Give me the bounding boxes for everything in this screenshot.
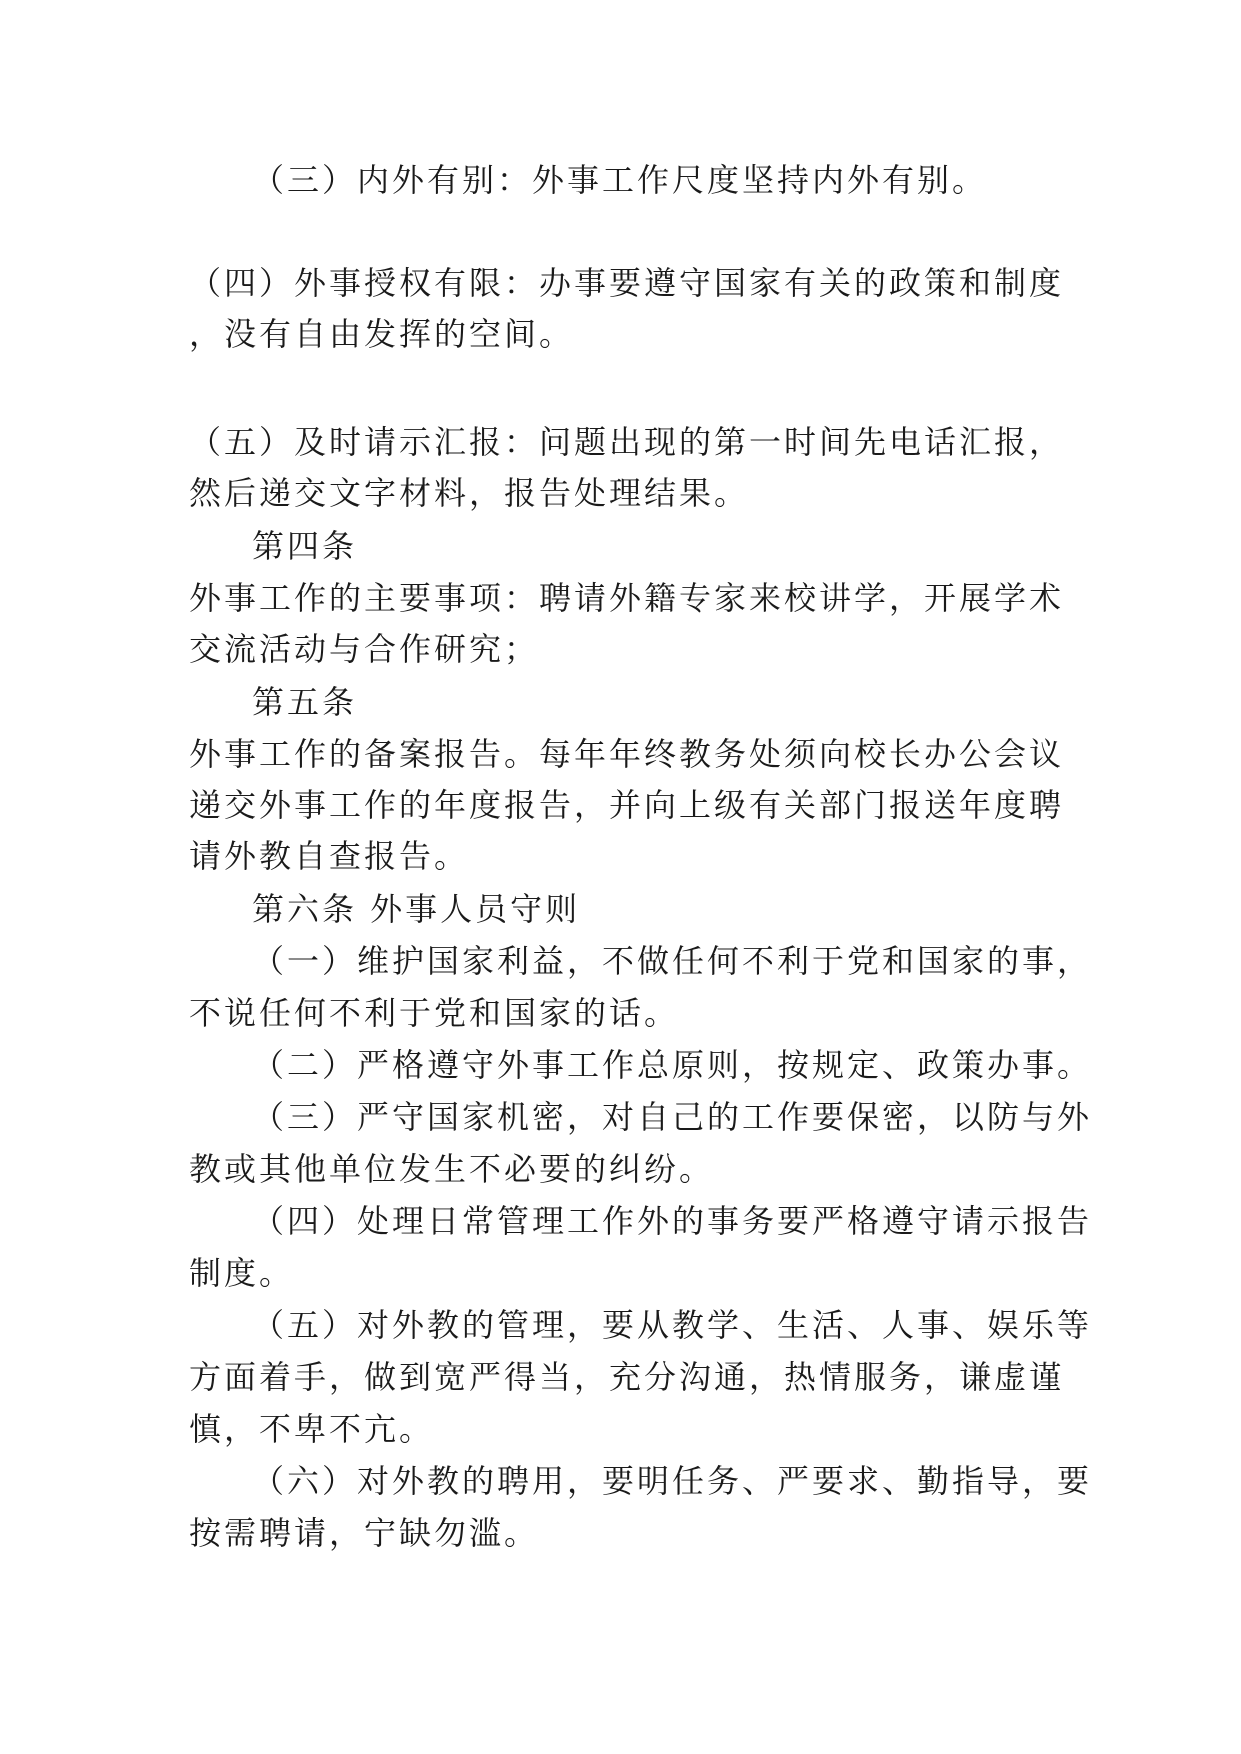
- text-line-rule-4-cont: 制度。: [189, 1254, 295, 1292]
- text-line-rule-1: （一）维护国家利益，不做任何不利于党和国家的事，: [252, 942, 1093, 980]
- text-line-rule-5: （五）对外教的管理，要从教学、生活、人事、娱乐等: [252, 1306, 1093, 1344]
- text-line-rule-4: （四）处理日常管理工作外的事务要严格遵守请示报告: [252, 1202, 1093, 1240]
- text-line-rule-6-cont: 按需聘请，宁缺勿滥。: [189, 1514, 540, 1552]
- text-line-article-4-cont: 交流活动与合作研究；: [189, 630, 540, 668]
- text-line-rule-3: （三）严守国家机密，对自己的工作要保密，以防与外: [252, 1098, 1093, 1136]
- text-line-rule-1-cont: 不说任何不利于党和国家的话。: [189, 994, 680, 1032]
- text-line-rule-3-cont: 教或其他单位发生不必要的纠纷。: [189, 1150, 715, 1188]
- text-line-article-5-cont-2: 请外教自查报告。: [189, 837, 470, 875]
- text-line-article-5-cont-1: 递交外事工作的年度报告，并向上级有关部门报送年度聘: [189, 786, 1065, 824]
- text-line-rule-6: （六）对外教的聘用，要明任务、严要求、勤指导，要: [252, 1462, 1093, 1500]
- text-line-article-4: 外事工作的主要事项：聘请外籍专家来校讲学，开展学术: [189, 579, 1065, 617]
- text-line-rule-5-cont-1: 方面着手，做到宽严得当，充分沟通，热情服务，谦虚谨: [189, 1358, 1065, 1396]
- article-5-heading: 第五条: [252, 683, 358, 721]
- text-line-principle-5: （五）及时请示汇报：问题出现的第一时间先电话汇报，: [189, 423, 1065, 461]
- article-6-heading: 第六条 外事人员守则: [252, 890, 581, 928]
- text-line-rule-2: （二）严格遵守外事工作总原则，按规定、政策办事。: [252, 1046, 1093, 1084]
- text-line-rule-5-cont-2: 慎，不卑不亢。: [189, 1410, 435, 1448]
- text-line-principle-3: （三）内外有别：外事工作尺度坚持内外有别。: [252, 161, 988, 199]
- article-4-heading: 第四条: [252, 527, 358, 565]
- text-line-article-5: 外事工作的备案报告。每年年终教务处须向校长办公会议: [189, 735, 1065, 773]
- text-line-principle-4: （四）外事授权有限：办事要遵守国家有关的政策和制度: [189, 264, 1065, 302]
- text-line-principle-4-cont: ，没有自由发挥的空间。: [189, 315, 575, 353]
- text-line-principle-5-cont: 然后递交文字材料，报告处理结果。: [189, 474, 750, 512]
